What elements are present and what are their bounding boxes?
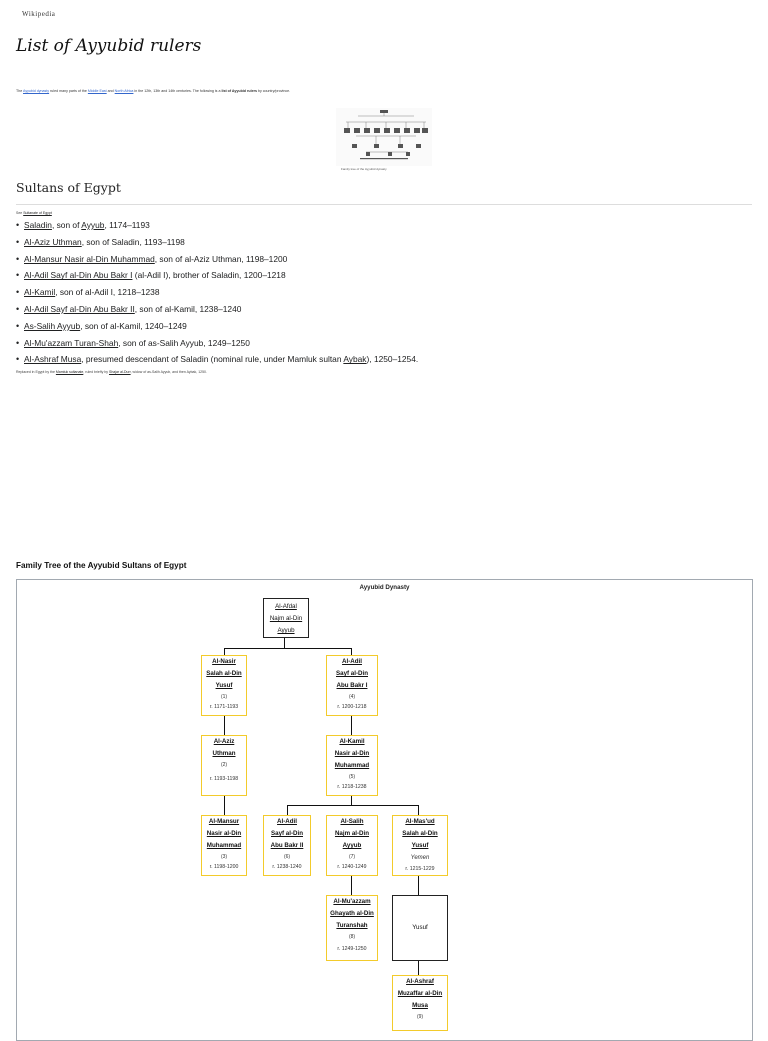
family-tree-thumbnail[interactable] [336,108,432,166]
intro-bold: list of Ayyubid rulers [221,89,257,93]
link-mamluk-sultanate[interactable]: Mamluk sultanate [55,370,84,374]
rulers-list [16,219,418,370]
ruler-desc: , son of al-Aziz Uthman, 1198–1200 [154,253,288,264]
node-name: Najm al-Din [269,615,303,622]
node-number: (4) [348,694,356,700]
node-name: Ghayath al-Din [330,910,374,917]
node-reign: r. 1198-1200 [209,864,239,870]
ruler-link[interactable]: Al-Kamil [24,287,56,298]
intro-text: by country/province. [256,89,291,93]
link-middle-east[interactable]: Middle East [87,89,107,93]
node-reign: r. 1249-1250 [337,946,367,952]
intro-text: ruled many parts of the [49,89,88,93]
node-name: Abu Bakr II [270,842,304,849]
node-name: Al-Afdal [275,603,297,610]
node-label: Yusuf [412,924,428,931]
tree-connector [287,805,419,806]
tree-node-adil-2[interactable] [263,815,311,876]
node-name: Yusuf [215,682,233,689]
heading-divider [16,204,752,205]
link-sultanate-of-egypt[interactable]: Sultanate of Egypt [23,211,52,215]
node-name: Musa [412,1002,428,1009]
list-item [16,219,418,236]
thumbnail-caption: Family tree of the Ayyubid dynasty [341,167,387,171]
node-name: Uthman [212,750,236,757]
ruler-link[interactable]: Al-Adil Sayf al-Din Abu Bakr II [24,303,135,314]
ruler-desc: , son of al-Adil I, 1218–1238 [55,287,160,298]
ruler-desc: , son of as-Salih Ayyub, 1249–1250 [118,337,250,348]
node-name: Najm al-Din [334,830,370,837]
list-item [16,320,418,337]
tree-connector [418,805,419,815]
node-name: Abu Bakr I [336,682,368,689]
node-name: Sayf al-Din [336,670,368,677]
tree-node-muazzam[interactable] [326,895,378,961]
node-name: Al-Mansur [208,818,240,825]
tree-node-yusuf [392,895,448,961]
tree-node-aziz[interactable] [201,735,247,796]
ruler-desc: (al-Adil I), brother of Saladin, 1200–1218 [132,270,286,281]
tree-node-salih[interactable] [326,815,378,876]
node-reign: r. 1215-1229 [405,866,435,872]
tree-connector [351,648,352,655]
tree-connector [284,637,285,648]
tree-connector [224,795,225,815]
node-name: Muhammad [334,762,370,769]
tree-title: Ayyubid Dynasty [359,584,410,591]
section-footnote [16,370,207,374]
node-reign: r. 1200-1218 [337,704,367,710]
node-number: (9) [416,1014,424,1020]
ruler-desc: ), 1250–1254. [366,354,419,365]
tree-connector [351,715,352,735]
ruler-link[interactable]: As-Salih Ayyub [24,320,81,331]
tree-connector [351,795,352,805]
node-name: Nasir al-Din [334,750,370,757]
section-heading-sultans-of-egypt: Sultans of Egypt [16,180,121,195]
node-name: Ayyub [342,842,362,849]
list-item [16,353,418,370]
node-number: (8) [348,934,356,940]
node-name: Al-Mas'ud [405,818,435,825]
tree-node-mansur[interactable] [201,815,247,876]
node-name: Salah al-Din [206,670,242,677]
footnote-text: , ruled briefly by [83,370,110,374]
tree-connector [287,805,288,815]
node-name: Muzaffar al-Din [397,990,443,997]
footnote-text: Replaced in Egypt by the [16,370,56,374]
list-item [16,286,418,303]
node-name: Al-Ashraf [406,978,434,985]
ruler-link[interactable]: Al-Mansur Nasir al-Din Muhammad [24,253,155,264]
list-item [16,269,418,286]
ruler-link[interactable]: Al-Mu'azzam Turan-Shah [24,337,119,348]
tree-node-adil-1[interactable] [326,655,378,716]
node-reign: r. 1171-1193 [209,704,239,710]
list-item [16,236,418,253]
node-name: Al-Kamil [339,738,365,745]
ruler-desc: , presumed descendant of Saladin (nominal rule, under Mamluk sultan [81,354,344,365]
list-item [16,303,418,320]
node-number: (3) [220,854,228,860]
node-name: Muhammad [206,842,242,849]
tree-connector [224,715,225,735]
node-location: Yemen [410,855,430,861]
node-name: Al-Mu'azzam [333,898,371,905]
tree-connector [351,875,352,895]
tree-connector [418,875,419,895]
node-name: Ayyub [277,627,295,634]
ruler-link[interactable]: Saladin [24,220,52,230]
list-item [16,337,418,354]
node-name: Salah al-Din [402,830,438,837]
note-text: See [16,211,24,215]
node-reign: r. 1238-1240 [272,864,302,870]
node-number: (1) [220,694,228,700]
node-name: Al-Nasir [212,658,236,665]
node-name: Al-Adil [277,818,297,825]
ruler-desc: , son of al-Kamil, 1238–1240 [134,303,242,314]
node-name: Al-Salih [340,818,364,825]
footnote-text: , widow of as-Salih Ayyub, and then Aybak, 1250. [130,370,207,374]
node-number: (2) [220,762,228,768]
tree-connector [224,648,225,655]
intro-text: The [16,89,23,93]
ruler-link[interactable]: Al-Aziz Uthman [24,236,82,247]
tree-connector [418,960,419,975]
node-reign: r. 1193-1198 [209,776,239,782]
tree-node-saladin[interactable] [201,655,247,716]
ruler-desc: , 1174–1193 [104,220,150,230]
link-ayyubid-dynasty[interactable]: Ayyubid dynasty [23,89,50,93]
node-number: (7) [348,854,356,860]
intro-paragraph [16,89,290,93]
page-title: List of Ayyubid rulers [16,36,202,56]
related-link[interactable]: Ayyub [81,220,105,230]
ruler-desc: , son of al-Kamil, 1240–1249 [80,320,187,331]
node-number: (6) [283,854,291,860]
link-shajar-al-durr[interactable]: Shajar al-Durr [109,370,131,374]
tree-connector [224,648,352,649]
tree-node-ashraf[interactable] [392,975,448,1031]
node-name: Al-Adil [342,658,362,665]
ruler-link[interactable]: Al-Ashraf Musa [24,354,82,365]
node-name: Sayf al-Din [271,830,303,837]
intro-text: in the 12th, 13th and 14th centuries. The following is a [133,89,222,93]
ruler-desc: , son of Saladin, 1193–1198 [81,236,185,247]
node-reign: r. 1218-1238 [337,784,367,790]
family-tree-heading: Family Tree of the Ayyubid Sultans of Egypt [16,561,187,570]
link-north-africa[interactable]: North Africa [114,89,134,93]
node-name: Turanshah [336,922,368,929]
node-name: Al-Aziz [213,738,235,745]
node-name: Yusuf [411,842,429,849]
node-number: (5) [348,774,356,780]
tree-node-masud[interactable] [392,815,448,876]
node-name: Nasir al-Din [206,830,242,837]
related-link[interactable]: Aybak [343,354,367,365]
list-item [16,253,418,270]
tree-node-ayyub[interactable] [263,598,309,638]
see-also-note [16,211,52,215]
site-logo[interactable]: Wikipedia [22,10,56,18]
ruler-desc: , son of [51,220,82,230]
ruler-link[interactable]: Al-Adil Sayf al-Din Abu Bakr I [24,270,133,281]
tree-node-kamil[interactable] [326,735,378,796]
intro-text: and [106,89,115,93]
node-reign: r. 1240-1249 [337,864,367,870]
family-tree [16,579,753,1041]
